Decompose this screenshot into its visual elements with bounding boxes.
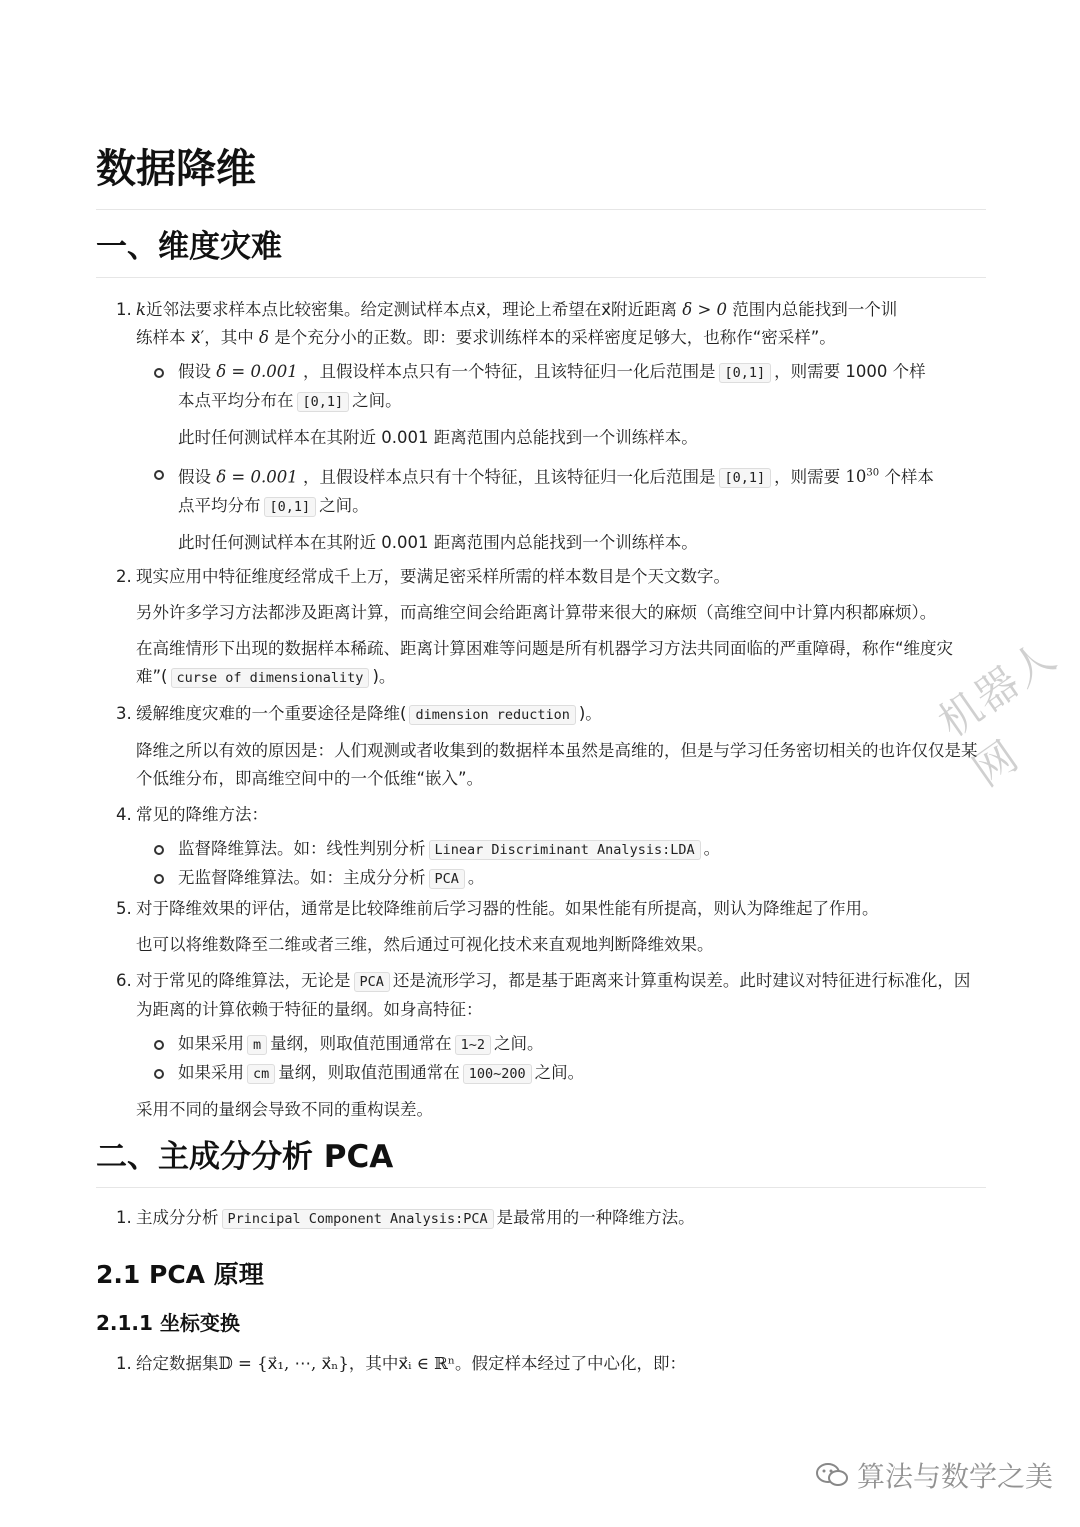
text-span: )。 (578, 704, 602, 724)
list-number: 5. (116, 899, 132, 919)
page-title: 数据降维 (96, 145, 986, 210)
text-span: ，则需要 1000 个样 (774, 361, 926, 381)
list-item (96, 967, 986, 1024)
text-span: 对于降维效果的评估，通常是比较降维前后学习器的性能。如果性能有所提高，则认为降维起了作用。 (136, 899, 879, 919)
text-span: 之间。 (319, 496, 369, 516)
text-span: 。 (467, 868, 485, 888)
inline-code: 100~200 (463, 1064, 532, 1084)
text-span: 无监督降维算法。如：主成分分析 (178, 868, 426, 888)
inline-code: 1~2 (455, 1035, 491, 1055)
text-span: 点平均分布 (178, 496, 261, 516)
subsubsection-heading: 2.1.1 坐标变换 (96, 1311, 240, 1335)
sub-list-item (96, 1059, 986, 1088)
document-page (96, 145, 986, 1378)
sub-list-item (96, 358, 986, 416)
paragraph (96, 635, 986, 692)
text-span: )。 (372, 667, 396, 687)
text-span: ，且假设样本点只有一个特征，且该特征归一化后范围是 (303, 361, 716, 381)
bullet-icon (154, 1069, 164, 1079)
paragraph: 另外许多学习方法都涉及距离计算，而高维空间会给距离计算带来很大的麻烦（高维空间中计算内积都麻烦）。 (136, 603, 937, 623)
wechat-icon (815, 1462, 849, 1488)
inline-code: PCA (354, 972, 390, 992)
sub-item-note: 此时任何测试样本在其附近 0.001 距离范围内总能找到一个训练样本。 (178, 427, 698, 447)
list-number: 1. (116, 299, 132, 319)
bullet-icon (154, 845, 164, 855)
bullet-icon (154, 368, 164, 378)
text-span: 范围内总能找到一个训 (732, 299, 898, 319)
math-delta-expr: δ > 0 (682, 299, 728, 319)
list-item (96, 895, 986, 923)
math-x: x⃗ (601, 299, 612, 319)
paragraph: 也可以将维数降至二维或者三维，然后通过可视化技术来直观地判断降维效果。 (136, 935, 714, 955)
text-span: 量纲，则取值范围通常在 (270, 1034, 452, 1054)
text-span: ，且假设样本点只有十个特征，且该特征归一化后范围是 (303, 467, 716, 487)
list-item (96, 700, 986, 729)
text-span: 之间。 (352, 390, 402, 410)
text-span: 在高维情形下出现的数据样本稀疏、距离计算困难等问题是所有机器学习方法共同面临的严重障碍，称作“维度灾难”( (136, 639, 954, 687)
inline-code: Principal Component Analysis:PCA (222, 1209, 494, 1229)
inline-code: [0,1] (297, 392, 350, 412)
list-item (96, 801, 986, 829)
inline-code: [0,1] (719, 468, 772, 488)
text-span: 缓解维度灾难的一个重要途径是降维( (136, 704, 407, 724)
text-span: 对于常见的降维算法，无论是 (136, 971, 351, 991)
text-span: ，则需要 (774, 467, 841, 487)
text-span: 附近距离 (611, 299, 678, 319)
sub-list-item (96, 864, 986, 893)
text-span: 是个充分小的正数。即：要求训练样本的采样密度足够大，也称作“密采样”。 (274, 327, 836, 347)
watermark-footer (815, 1455, 1053, 1495)
inline-code: [0,1] (719, 363, 772, 383)
text-span: 。 (703, 839, 721, 859)
subsection-heading: 2.1 PCA 原理 (96, 1260, 264, 1289)
text-span: 常见的降维方法： (136, 805, 268, 825)
text-span: ，其中 (204, 327, 254, 347)
text-span: 如果采用 (178, 1063, 244, 1083)
text-span: 如果采用 (178, 1034, 244, 1054)
bullet-icon (154, 1040, 164, 1050)
list-item (96, 563, 986, 591)
section-heading-1: 一、维度灾难 (96, 228, 986, 278)
paragraph: 降维之所以有效的原因是：人们观测或者收集到的数据样本虽然是高维的，但是与学习任务密切相关的也许仅仅是某个低维分布，即高维空间中的一个低维“嵌入”。 (136, 741, 978, 789)
text-span: 监督降维算法。如：线性判别分析 (178, 839, 426, 859)
text-span: 假设 (178, 467, 211, 487)
text-span: 量纲，则取值范围通常在 (278, 1063, 460, 1083)
bullet-icon (154, 470, 164, 480)
text-span: 近邻法要求样本点比较密集。给定测试样本点 (146, 299, 476, 319)
math-delta-value: δ = 0.001 (216, 361, 298, 381)
text-span: 主成分分析 (136, 1208, 219, 1227)
inline-code: curse of dimensionality (171, 668, 370, 688)
inline-code: PCA (429, 869, 465, 889)
text-span: 本点平均分布在 (178, 390, 294, 410)
math-dataset: 𝔻 = {x⃗₁, ⋯, x⃗ₙ} (218, 1354, 349, 1373)
list-number: 4. (116, 805, 132, 825)
sub-list-item (96, 835, 986, 864)
text-span: 30 (866, 467, 880, 479)
list-number: 2. (116, 567, 132, 587)
text-span: 之间。 (534, 1063, 585, 1083)
math-x: x⃗ (476, 299, 486, 319)
inline-code: Linear Discriminant Analysis:LDA (429, 840, 701, 860)
math-k: k (136, 299, 146, 319)
math-delta: δ (259, 327, 269, 347)
text-span: 是最常用的一种降维方法。 (496, 1208, 695, 1227)
inline-code: cm (247, 1064, 275, 1084)
text-span: 给定数据集 (136, 1354, 219, 1373)
text-span: ，其中 (348, 1354, 399, 1373)
sub-list-item (96, 460, 986, 522)
text-span: 之间。 (494, 1034, 544, 1054)
sub-list-item (96, 1030, 986, 1059)
bullet-icon (154, 874, 164, 884)
math-x-prime: x⃗′ (190, 327, 205, 347)
text-span: 个样本 (884, 467, 934, 487)
list-item (96, 1204, 986, 1233)
sub-item-note: 此时任何测试样本在其附近 0.001 距离范围内总能找到一个训练样本。 (178, 533, 698, 553)
paragraph: 采用不同的量纲会导致不同的重构误差。 (136, 1100, 433, 1120)
list-number: 1. (116, 1354, 132, 1373)
inline-code: dimension reduction (409, 705, 575, 725)
watermark-diagonal: 机器人网 (929, 630, 1066, 796)
list-item (96, 1350, 986, 1378)
inline-code: m (247, 1035, 267, 1055)
section-heading-2: 二、主成分分析 PCA (96, 1138, 986, 1188)
list-number: 3. (116, 704, 132, 724)
text-span: 还是流形学习，都是基于距离来计算重构误差。此时建议对特征进行标准化，因为距离的计算依赖于特征的量纲。如身高特征： (136, 971, 971, 1020)
list-number: 6. (116, 971, 132, 991)
list-item (96, 296, 986, 352)
list-number: 1. (116, 1208, 132, 1227)
inline-code: [0,1] (264, 497, 317, 517)
text-span: 10 (845, 467, 867, 487)
text-span: 。假定样本经过了中心化，即： (455, 1354, 687, 1373)
text-span: 练样本 (136, 327, 186, 347)
math-delta-value: δ = 0.001 (216, 467, 298, 487)
math-membership: x⃗ᵢ ∈ ℝⁿ (398, 1354, 456, 1373)
watermark-footer-text: 算法与数学之美 (857, 1460, 1054, 1493)
text-span: 假设 (178, 361, 211, 381)
text-span: 现实应用中特征维度经常成千上万，要满足密采样所需的样本数目是个天文数字。 (136, 567, 730, 587)
math-power (845, 467, 879, 486)
text-span: ，理论上希望在 (485, 299, 602, 319)
